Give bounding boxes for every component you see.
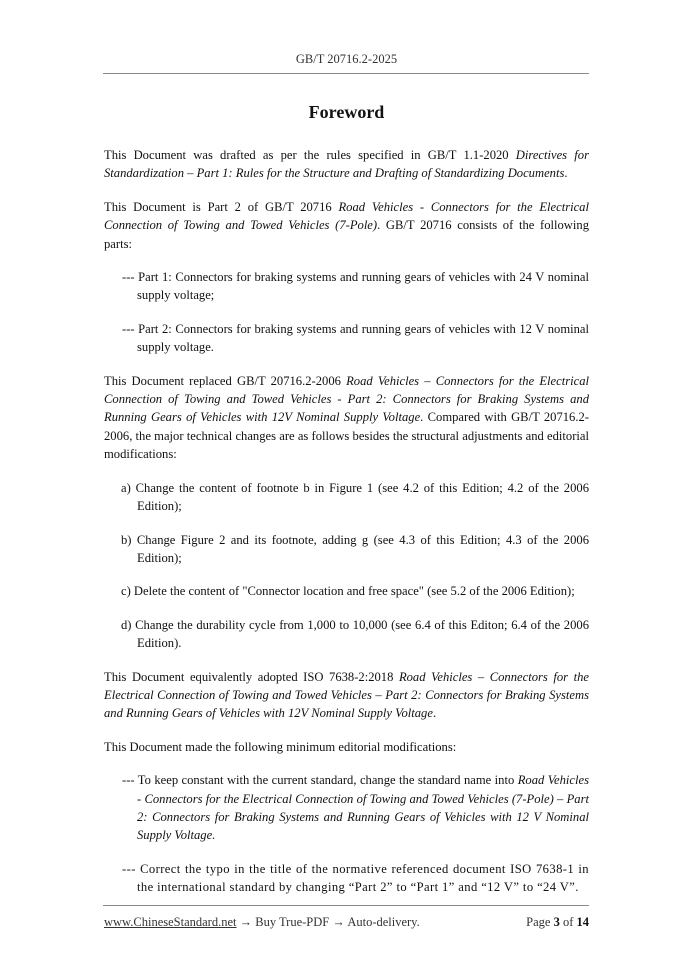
cited-title: Road Vehicles - Connectors for the Electrical Connection of Towing and Towed Vehicles (7-Pole) – Part 2: Connectors for Braking Systems and Running Gears of Vehicles with 12 V Nominal Supply Voltage. xyxy=(137,773,589,843)
document-id: GB/T 20716.2-2025 xyxy=(295,52,398,66)
document-body xyxy=(104,146,589,897)
page-number: Page 3 of 14 xyxy=(526,915,589,929)
list-item-modification-1: --- To keep constant with the current standard, change the standard name into Road Vehicles - Connectors for the Electrical Connection of Towing and Towed Vehicles (7-Pole) – Part 2: Connectors for Braking Systems and Running Gears of Vehicles with 12 V Nominal Supply Voltage. xyxy=(122,773,589,843)
arrow-right-icon: → xyxy=(239,915,253,929)
paragraph-editorial-intro: This Document made the following minimum editorial modifications: xyxy=(104,739,457,754)
current-page: 3 xyxy=(553,915,560,929)
total-pages: 14 xyxy=(576,915,589,929)
list-item-change-a: a) Change the content of footnote b in Figure 1 (see 4.2 of this Edition; 4.2 of the 2006 Edition); xyxy=(121,480,589,514)
cited-title: Road Vehicles – Connectors for the Electrical Connection of Towing and Towed Vehicles – Part 2: Connectors for Braking Systems and Running Gears of Vehicles with 12V Nominal Supply Voltage xyxy=(104,669,589,721)
cited-title: Road Vehicles - Connectors for the Electrical Connection of Towing and Towed Vehicles (7-Pole) xyxy=(104,199,589,233)
auto-delivery-text: Auto-delivery. xyxy=(347,915,420,929)
page-title: Foreword xyxy=(308,102,385,122)
list-item-part-2: --- Part 2: Connectors for braking systems and running gears of vehicles with 12 V nominal supply voltage. xyxy=(122,321,589,355)
list-item-modification-2: --- Correct the typo in the title of the normative referenced document ISO 7638-1 in the international standard by changing “Part 2” to “Part 1” and “12 V” to “24 V”. xyxy=(122,861,589,895)
list-item-change-c: c) Delete the content of "Connector location and free space" (see 5.2 of the 2006 Edition); xyxy=(121,584,575,599)
website-link[interactable]: www.ChineseStandard.net xyxy=(104,915,237,929)
cited-title: Road Vehicles – Connectors for the Electrical Connection of Towing and Towed Vehicles - Part 2: Connectors for Braking Systems and Running Gears of Vehicles with 12V Nominal Supply Voltage xyxy=(104,373,589,425)
paragraph-part-info: This Document is Part 2 of GB/T 20716 Road Vehicles - Connectors for the Electrical Connection of Towing and Towed Vehicles (7-Pole). GB/T 20716 consists of the following parts: xyxy=(104,199,589,251)
header-divider xyxy=(103,73,589,74)
list-item-change-b: b) Change Figure 2 and its footnote, adding g (see 4.3 of this Edition; 4.3 of the 2006 Edition); xyxy=(121,532,589,565)
page-header xyxy=(0,52,693,67)
buy-true-pdf-link[interactable]: Buy True-PDF xyxy=(255,915,330,929)
arrow-right-icon: → xyxy=(332,915,345,929)
footer-divider xyxy=(103,905,589,906)
paragraph-adoption: This Document equivalently adopted ISO 7638-2:2018 Road Vehicles – Connectors for the Electrical Connection of Towing and Towed Vehicles – Part 2: Connectors for Braking Systems and Running Gears of Vehicles with 12V Nominal Supply Voltage. xyxy=(104,669,589,721)
paragraph-drafting-rules: This Document was drafted as per the rules specified in GB/T 1.1-2020 Directives for Standardization – Part 1: Rules for the Structure and Drafting of Standardizing Documents. xyxy=(104,148,589,181)
list-item-change-d: d) Change the durability cycle from 1,000 to 10,000 (see 6.4 of this Editon; 6.4 of the 2006 Edition). xyxy=(121,617,589,651)
cited-title: Directives for Standardization – Part 1: Rules for the Structure and Drafting of Standardizing Documents xyxy=(104,148,589,181)
list-item-part-1: --- Part 1: Connectors for braking systems and running gears of vehicles with 24 V nominal supply voltage; xyxy=(122,270,589,303)
footer-promo xyxy=(104,915,420,930)
paragraph-replacement: This Document replaced GB/T 20716.2-2006 Road Vehicles – Connectors for the Electrical Connection of Towing and Towed Vehicles - Part 2: Connectors for Braking Systems and Running Gears of Vehicles with 12V Nominal Supply Voltage. Compared with GB/T 20716.2-2006, the major technical changes are as follows besides the structural adjustments and editorial modifications: xyxy=(104,373,589,462)
